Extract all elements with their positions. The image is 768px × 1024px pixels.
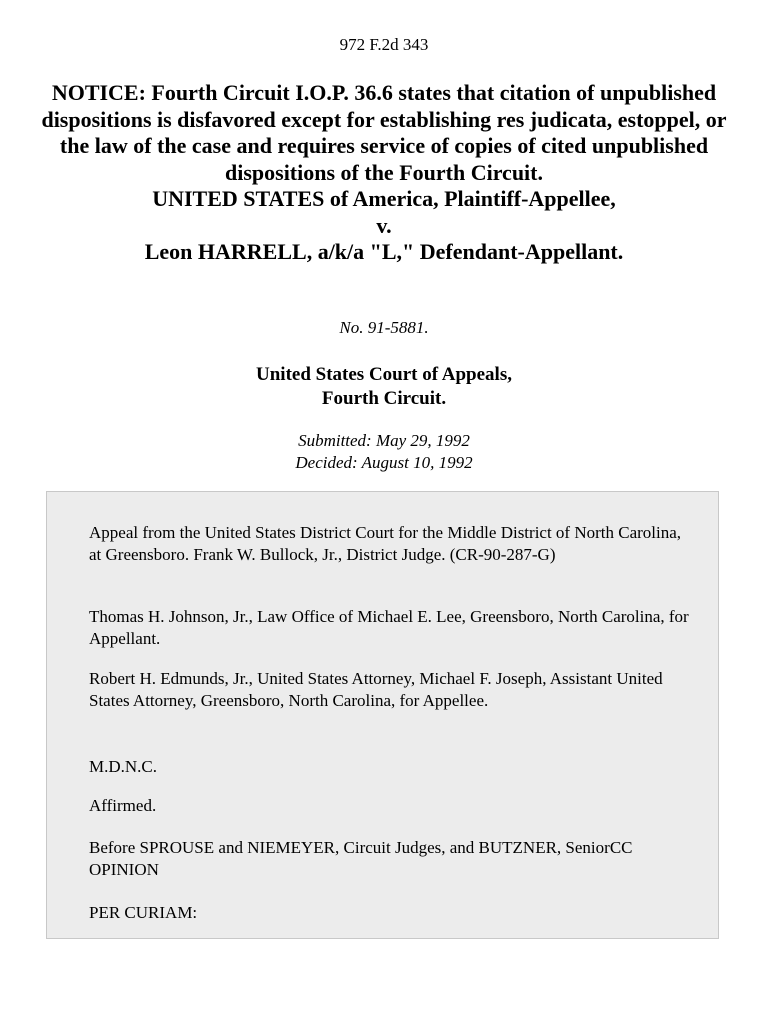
- appellant-counsel-paragraph: Thomas H. Johnson, Jr., Law Office of Michael E. Lee, Greensboro, North Carolina, for Appellant.: [89, 607, 689, 648]
- court-name-line1: United States Court of Appeals,: [256, 364, 512, 385]
- submitted-date: Submitted: May 29, 1992: [298, 431, 470, 450]
- per-curiam-label: PER CURIAM:: [89, 903, 198, 922]
- citation: 972 F.2d 343: [339, 35, 429, 54]
- appeal-paragraph: Appeal from the United States District Court for the Middle District of North Carolina, at Greensboro. Frank W. Bullock, Jr., District Judge. (CR-90-287-G): [89, 523, 682, 564]
- case-dates: [0, 430, 768, 474]
- panel-paragraph: Before SPROUSE and NIEMEYER, Circuit Judges, and BUTZNER, SeniorCC OPINION: [89, 838, 633, 879]
- plaintiff-party: UNITED STATES of America, Plaintiff-Appellee,: [152, 186, 616, 211]
- docket-number: No. 91-5881.: [339, 318, 429, 337]
- decided-date: Decided: August 10, 1992: [295, 453, 473, 472]
- lower-court-paragraph: M.D.N.C.: [89, 757, 158, 776]
- defendant-party: Leon HARRELL, a/k/a "L," Defendant-Appellant.: [144, 239, 624, 264]
- disposition-paragraph: Affirmed.: [89, 796, 157, 815]
- case-summary-box: [46, 491, 719, 939]
- court-name-line2: Fourth Circuit.: [321, 388, 447, 409]
- appellee-counsel-paragraph: Robert H. Edmunds, Jr., United States Attorney, Michael F. Joseph, Assistant United States Attorney, Greensboro, North Carolina, for Appellee.: [89, 669, 663, 710]
- notice-text: NOTICE: Fourth Circuit I.O.P. 36.6 states that citation of unpublished dispositions is disfavored except for establishing res judicata, estoppel, or the law of the case and requires service of copies of cited unpublished dispositions of the Fourth Circuit.: [41, 80, 727, 185]
- court-name: [0, 363, 768, 411]
- versus: v.: [376, 212, 392, 238]
- case-caption: [40, 80, 728, 266]
